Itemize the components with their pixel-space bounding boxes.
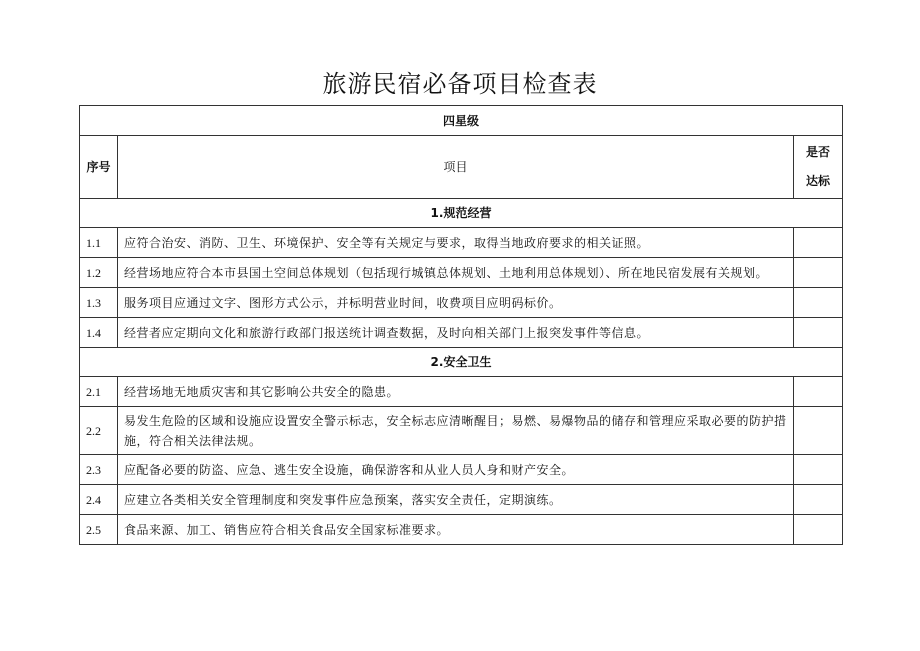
compliance-cell[interactable] [794,515,843,545]
table-row [80,407,843,455]
table-row [80,485,843,515]
item-text: 应配备必要的防盗、应急、逃生安全设施，确保游客和从业人员人身和财产安全。 [118,455,794,485]
header-item: 项目 [118,136,794,199]
table-row [80,228,843,258]
item-number: 1.1 [80,228,118,258]
section-heading-row [80,348,843,377]
item-text: 经营者应定期向文化和旅游行政部门报送统计调查数据，及时向相关部门上报突发事件等信息。 [118,318,794,348]
item-number: 1.3 [80,288,118,318]
page-title: 旅游民宿必备项目检查表 [322,70,598,98]
item-number: 1.4 [80,318,118,348]
section-heading-row [80,199,843,228]
header-compliant [794,136,843,199]
compliance-cell[interactable] [794,485,843,515]
item-text: 经营场地应符合本市县国土空间总体规划（包括现行城镇总体规划、土地利用总体规划）、所在地民宿发展有关规划。 [118,258,794,288]
item-number: 2.1 [80,377,118,407]
item-text: 服务项目应通过文字、图形方式公示，并标明营业时间，收费项目应明码标价。 [118,288,794,318]
item-number: 2.2 [80,407,118,455]
compliance-cell[interactable] [794,407,843,455]
item-number: 2.4 [80,485,118,515]
compliance-cell[interactable] [794,228,843,258]
table-row [80,288,843,318]
item-number: 1.2 [80,258,118,288]
section-heading: 1.规范经营 [80,199,843,228]
table-row [80,318,843,348]
table-row [80,258,843,288]
item-number: 2.3 [80,455,118,485]
compliance-cell[interactable] [794,288,843,318]
item-text: 经营场地无地质灾害和其它影响公共安全的隐患。 [118,377,794,407]
compliance-cell[interactable] [794,258,843,288]
compliance-cell[interactable] [794,318,843,348]
table-row [80,515,843,545]
header-row [80,136,843,199]
table-row [80,455,843,485]
checklist-table [79,105,843,545]
compliance-cell[interactable] [794,377,843,407]
item-text: 易发生危险的区域和设施应设置安全警示标志，安全标志应清晰醒目；易燃、易爆物品的储存和管理应采取必要的防护措施，符合相关法律法规。 [118,407,794,455]
header-compliant-line2: 达标 [806,174,831,188]
header-number: 序号 [80,136,118,199]
table-row [80,377,843,407]
grade-label: 四星级 [80,106,843,136]
item-number: 2.5 [80,515,118,545]
section-heading: 2.安全卫生 [80,348,843,377]
item-text: 食品来源、加工、销售应符合相关食品安全国家标准要求。 [118,515,794,545]
grade-row [80,106,843,136]
item-text: 应符合治安、消防、卫生、环境保护、安全等有关规定与要求，取得当地政府要求的相关证照。 [118,228,794,258]
compliance-cell[interactable] [794,455,843,485]
item-text: 应建立各类相关安全管理制度和突发事件应急预案，落实安全责任，定期演练。 [118,485,794,515]
header-compliant-line1: 是否 [806,145,831,159]
